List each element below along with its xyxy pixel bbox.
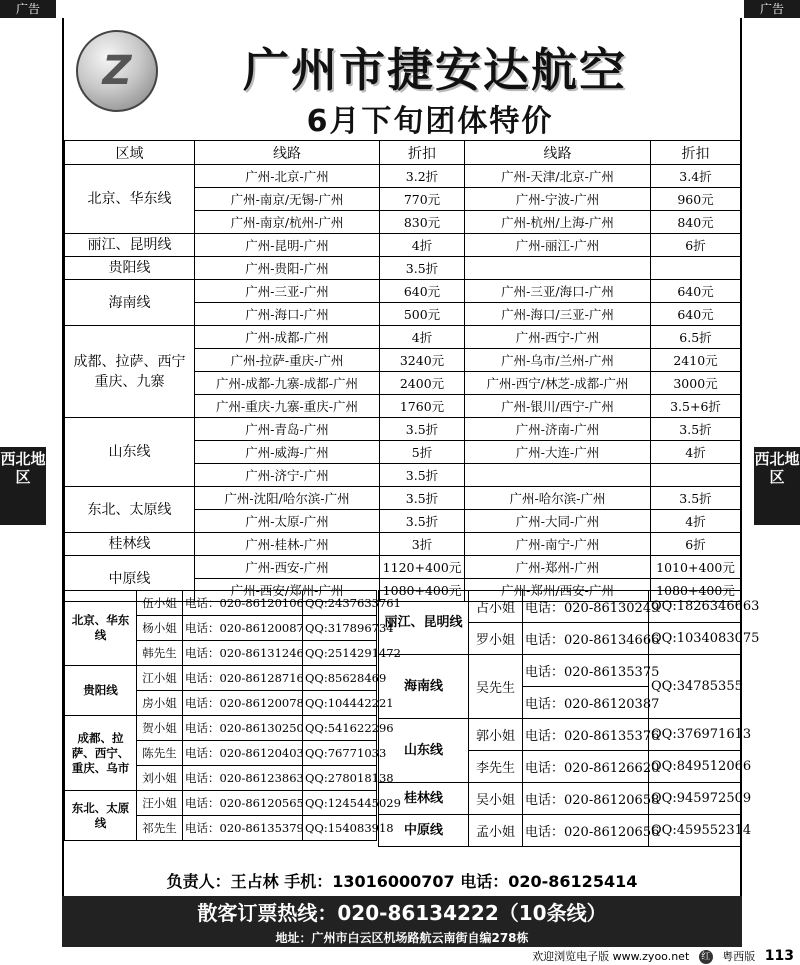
discount-cell: 3.4折 xyxy=(651,165,741,188)
route-cell: 广州-南宁-广州 xyxy=(465,533,651,556)
route-cell: 广州-太原-广州 xyxy=(195,510,380,533)
contact-phone: 电话：020-86126620 xyxy=(523,751,649,783)
table-row xyxy=(65,487,741,510)
side-tab-right: 西北地区 xyxy=(754,447,800,525)
contact-qq: QQ:154083918 xyxy=(303,816,377,841)
route-cell: 广州-哈尔滨-广州 xyxy=(465,487,651,510)
route-cell: 广州-郑州/西安-广州 xyxy=(465,579,651,602)
table-row xyxy=(65,280,741,303)
discount-cell: 2410元 xyxy=(651,349,741,372)
contact-name: 江小姐 xyxy=(137,666,183,691)
contact-phone: 电话：020-86120106 xyxy=(183,591,303,616)
contact-qq: QQ:2514291472 xyxy=(303,641,377,666)
discount-cell xyxy=(651,257,741,280)
discount-cell: 3折 xyxy=(380,533,465,556)
discount-cell: 4折 xyxy=(380,326,465,349)
contact-phone: 电话：020-86120658 xyxy=(523,783,649,815)
route-cell: 广州-海口/三亚-广州 xyxy=(465,303,651,326)
discount-cell: 1080+400元 xyxy=(651,579,741,602)
discount-cell: 6.5折 xyxy=(651,326,741,349)
region-cell: 丽江、昆明线 xyxy=(65,234,195,257)
discount-cell: 1760元 xyxy=(380,395,465,418)
contact-group: 成都、拉萨、西宁、重庆、乌市 xyxy=(65,716,137,791)
route-cell: 广州-昆明-广州 xyxy=(195,234,380,257)
contact-qq: QQ:1034083075 xyxy=(649,623,741,655)
discount-cell: 1010+400元 xyxy=(651,556,741,579)
discount-cell: 5折 xyxy=(380,441,465,464)
route-cell: 广州-南京/无锡-广州 xyxy=(195,188,380,211)
contact-name: 吴小姐 xyxy=(469,783,523,815)
company-name: 广州市捷安达航空 xyxy=(243,43,627,97)
route-cell: 广州-郑州-广州 xyxy=(465,556,651,579)
discount-cell: 3240元 xyxy=(380,349,465,372)
page-number: 113 xyxy=(764,948,794,964)
region-cell: 山东线 xyxy=(65,418,195,487)
contact-name: 房小姐 xyxy=(137,691,183,716)
ad-label-right: 广告 xyxy=(744,0,800,18)
discount-cell: 3000元 xyxy=(651,372,741,395)
route-cell: 广州-西安-广州 xyxy=(195,556,380,579)
contact-name: 李先生 xyxy=(469,751,523,783)
route-cell: 广州-青岛-广州 xyxy=(195,418,380,441)
discount-cell: 3.5折 xyxy=(380,487,465,510)
contact-qq: QQ:85628469 xyxy=(303,666,377,691)
company-logo xyxy=(76,30,158,112)
route-cell: 广州-济南-广州 xyxy=(465,418,651,441)
contact-name: 杨小姐 xyxy=(137,616,183,641)
contact-name: 汪小姐 xyxy=(137,791,183,816)
contact-qq: QQ:459552314 xyxy=(649,815,741,847)
contact-name: 贺小姐 xyxy=(137,716,183,741)
discount-cell: 1080+400元 xyxy=(380,579,465,602)
discount-cell xyxy=(651,464,741,487)
discount-cell: 3.5折 xyxy=(651,418,741,441)
route-cell: 广州-桂林-广州 xyxy=(195,533,380,556)
region-cell: 中原线 xyxy=(65,556,195,602)
contact-qq: QQ:376971613 xyxy=(649,719,741,751)
contact-group: 海南线 xyxy=(379,655,469,719)
region-cell: 贵阳线 xyxy=(65,257,195,280)
contact-phone: 电话：020-86135376 xyxy=(523,719,649,751)
discount-cell: 640元 xyxy=(651,280,741,303)
table-header-row xyxy=(65,141,741,165)
contact-qq: QQ:1245445029 xyxy=(303,791,377,816)
route-cell: 广州-杭州/上海-广州 xyxy=(465,211,651,234)
contact-row xyxy=(379,655,741,687)
contact-phone: 电话：020-86135379 xyxy=(183,816,303,841)
table-row xyxy=(65,533,741,556)
booking-hotline: 散客订票热线：020-86134222（10条线） xyxy=(62,896,742,930)
discount-cell: 500元 xyxy=(380,303,465,326)
contact-name: 刘小姐 xyxy=(137,766,183,791)
discount-cell: 4折 xyxy=(651,441,741,464)
route-cell: 广州-大连-广州 xyxy=(465,441,651,464)
route-cell: 广州-海口-广州 xyxy=(195,303,380,326)
contact-qq: QQ:2437633761 xyxy=(303,591,377,616)
discount-cell: 3.5折 xyxy=(651,487,741,510)
header-route: 线路 xyxy=(465,141,651,165)
edition-label: 粤西版 xyxy=(722,950,756,963)
table-row xyxy=(65,556,741,579)
logo-letter: Z xyxy=(102,48,132,94)
contact-group: 山东线 xyxy=(379,719,469,783)
table-row xyxy=(65,234,741,257)
contact-row xyxy=(65,666,377,691)
contact-row xyxy=(65,716,377,741)
contact-name: 祁先生 xyxy=(137,816,183,841)
route-cell: 广州-丽江-广州 xyxy=(465,234,651,257)
header-region: 区域 xyxy=(65,141,195,165)
contact-phone: 电话：020-86120078 xyxy=(183,691,303,716)
contact-name: 吴先生 xyxy=(469,655,523,719)
contacts-table-left xyxy=(64,590,401,841)
route-cell: 广州-乌市/兰州-广州 xyxy=(465,349,651,372)
page-title: 6月下旬团体特价 xyxy=(306,104,554,139)
contact-row xyxy=(65,791,377,816)
route-cell: 广州-拉萨-重庆-广州 xyxy=(195,349,380,372)
site-text: 欢迎浏览电子版 www.zyoo.net xyxy=(532,950,690,963)
contact-phone: 电话：020-86134666 xyxy=(523,623,649,655)
discount-cell: 3.5折 xyxy=(380,257,465,280)
contact-group: 中原线 xyxy=(379,815,469,847)
contact-row xyxy=(379,783,741,815)
route-cell xyxy=(465,257,651,280)
discount-cell: 4折 xyxy=(380,234,465,257)
contact-name: 伍小姐 xyxy=(137,591,183,616)
contact-qq: QQ:849512066 xyxy=(649,751,741,783)
contact-row xyxy=(379,815,741,847)
route-price-table xyxy=(64,140,741,602)
route-cell: 广州-贵阳-广州 xyxy=(195,257,380,280)
route-cell: 广州-南京/杭州-广州 xyxy=(195,211,380,234)
contact-row xyxy=(379,591,741,623)
contact-row xyxy=(379,719,741,751)
contact-qq: QQ:945972509 xyxy=(649,783,741,815)
contact-name: 韩先生 xyxy=(137,641,183,666)
discount-cell: 4折 xyxy=(651,510,741,533)
discount-cell: 640元 xyxy=(380,280,465,303)
discount-cell: 3.5+6折 xyxy=(651,395,741,418)
contact-phone: 电话：020-86131246 xyxy=(183,641,303,666)
header-discount: 折扣 xyxy=(380,141,465,165)
contact-name: 陈先生 xyxy=(137,741,183,766)
discount-cell: 3.2折 xyxy=(380,165,465,188)
route-cell: 广州-三亚-广州 xyxy=(195,280,380,303)
discount-cell: 640元 xyxy=(651,303,741,326)
route-cell: 广州-宁波-广州 xyxy=(465,188,651,211)
discount-cell: 960元 xyxy=(651,188,741,211)
contact-qq: QQ:76771033 xyxy=(303,741,377,766)
contact-phone: 电话：020-86135375 xyxy=(523,655,649,687)
discount-cell: 3.5折 xyxy=(380,510,465,533)
contact-name: 郭小姐 xyxy=(469,719,523,751)
region-cell: 成都、拉萨、西宁 重庆、九寨 xyxy=(65,326,195,418)
route-cell: 广州-西安/郑州-广州 xyxy=(195,579,380,602)
contact-phone: 电话：020-86130250 xyxy=(183,716,303,741)
route-cell: 广州-重庆-九寨-重庆-广州 xyxy=(195,395,380,418)
manager-contact: 负责人：王占林 手机：13016000707 电话：020-86125414 xyxy=(166,872,638,891)
route-cell: 广州-威海-广州 xyxy=(195,441,380,464)
route-cell: 广州-三亚/海口-广州 xyxy=(465,280,651,303)
discount-cell: 1120+400元 xyxy=(380,556,465,579)
contact-qq: QQ:278018138 xyxy=(303,766,377,791)
region-cell: 桂林线 xyxy=(65,533,195,556)
route-cell: 广州-成都-九寨-成都-广州 xyxy=(195,372,380,395)
contact-phone: 电话：020-86128716 xyxy=(183,666,303,691)
route-cell: 广州-西宁-广州 xyxy=(465,326,651,349)
contact-group: 贵阳线 xyxy=(65,666,137,716)
contact-phone: 电话：020-86120656 xyxy=(523,815,649,847)
contact-phone: 电话：020-86120565 xyxy=(183,791,303,816)
table-row xyxy=(65,418,741,441)
route-cell xyxy=(465,464,651,487)
table-row xyxy=(65,257,741,280)
contact-name: 孟小姐 xyxy=(469,815,523,847)
contact-qq: QQ:317896734 xyxy=(303,616,377,641)
route-cell: 广州-沈阳/哈尔滨-广州 xyxy=(195,487,380,510)
contact-phone: 电话：020-86123863 xyxy=(183,766,303,791)
contact-phone: 电话：020-86130249 xyxy=(523,591,649,623)
page-footer xyxy=(430,948,800,965)
contact-group: 北京、华东线 xyxy=(65,591,137,666)
contact-phone: 电话：020-86120403 xyxy=(183,741,303,766)
discount-cell: 840元 xyxy=(651,211,741,234)
contact-name: 罗小姐 xyxy=(469,623,523,655)
edition-badge: 红 xyxy=(699,950,713,964)
discount-cell: 6折 xyxy=(651,533,741,556)
route-cell: 广州-北京-广州 xyxy=(195,165,380,188)
contact-qq: QQ:34785355 xyxy=(649,655,741,719)
contact-qq: QQ:104442221 xyxy=(303,691,377,716)
header-discount: 折扣 xyxy=(651,141,741,165)
region-cell: 海南线 xyxy=(65,280,195,326)
route-cell: 广州-成都-广州 xyxy=(195,326,380,349)
discount-cell: 3.5折 xyxy=(380,464,465,487)
route-cell: 广州-大同-广州 xyxy=(465,510,651,533)
contact-row xyxy=(65,591,377,616)
header-route: 线路 xyxy=(195,141,380,165)
discount-cell: 3.5折 xyxy=(380,418,465,441)
route-cell: 广州-天津/北京-广州 xyxy=(465,165,651,188)
discount-cell: 830元 xyxy=(380,211,465,234)
contact-qq: QQ:541622296 xyxy=(303,716,377,741)
discount-cell: 6折 xyxy=(651,234,741,257)
contacts-table-right xyxy=(378,590,760,847)
company-address: 地址：广州市白云区机场路航云南街自编278栋 xyxy=(62,930,742,947)
contact-group: 东北、太原线 xyxy=(65,791,137,841)
route-table-body xyxy=(65,165,741,602)
contact-name: 占小姐 xyxy=(469,591,523,623)
route-cell: 广州-银川/西宁-广州 xyxy=(465,395,651,418)
route-cell: 广州-西宁/林芝-成都-广州 xyxy=(465,372,651,395)
contact-group: 丽江、昆明线 xyxy=(379,591,469,655)
contact-qq: QQ:1826346663 xyxy=(649,591,741,623)
contact-phone: 电话：020-86120387 xyxy=(523,687,649,719)
table-row xyxy=(65,165,741,188)
region-cell: 北京、华东线 xyxy=(65,165,195,234)
contact-group: 桂林线 xyxy=(379,783,469,815)
route-cell: 广州-济宁-广州 xyxy=(195,464,380,487)
region-cell: 东北、太原线 xyxy=(65,487,195,533)
discount-cell: 770元 xyxy=(380,188,465,211)
table-row xyxy=(65,326,741,349)
contact-phone: 电话：020-86120087 xyxy=(183,616,303,641)
ad-label-left: 广告 xyxy=(0,0,56,18)
side-tab-left: 西北地区 xyxy=(0,447,46,525)
discount-cell: 2400元 xyxy=(380,372,465,395)
